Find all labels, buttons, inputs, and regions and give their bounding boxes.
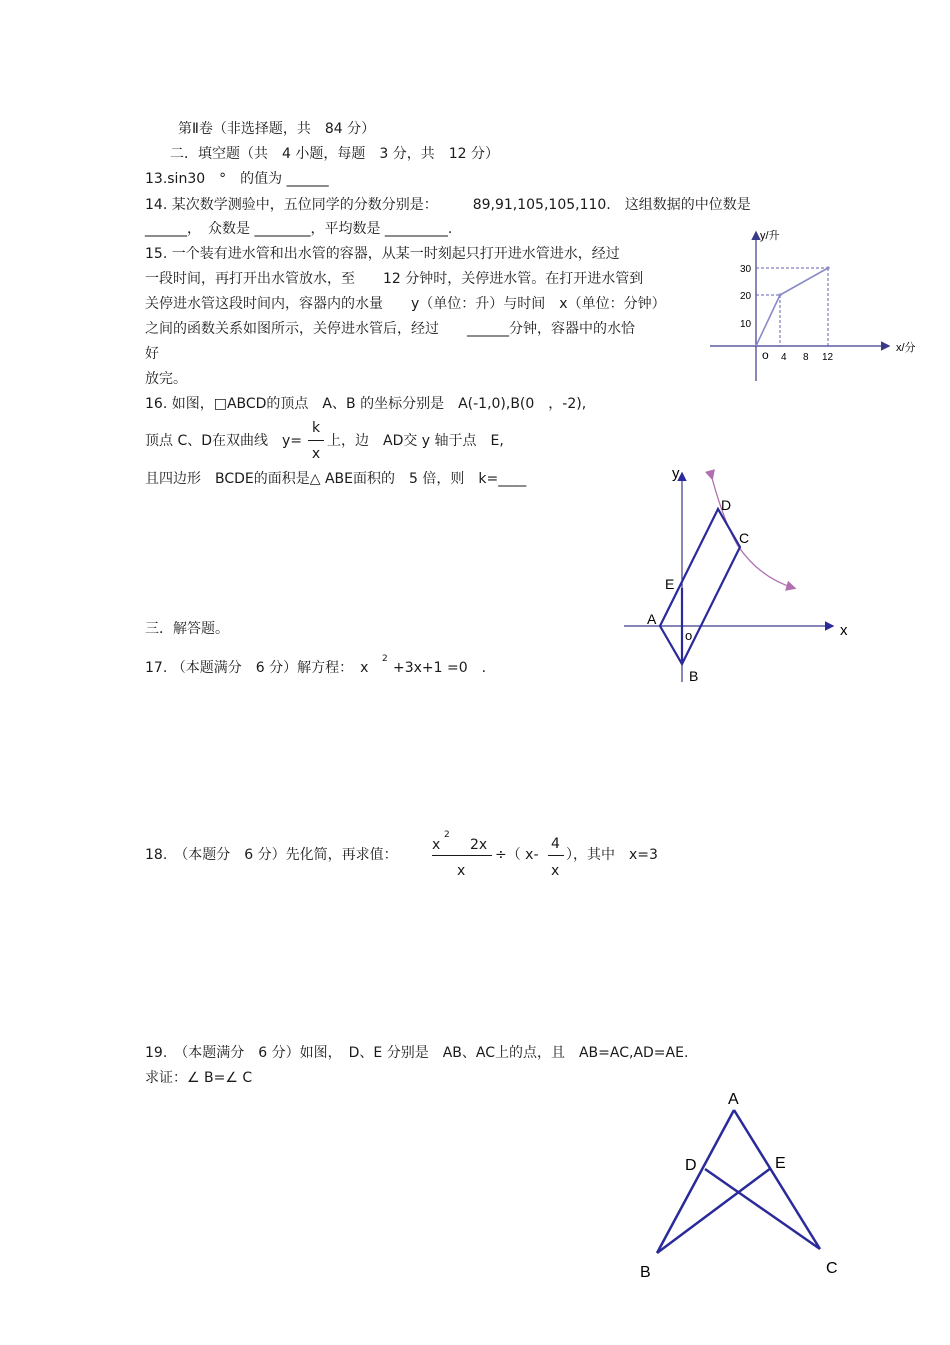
- fraction-k-denominator: x: [311, 446, 321, 462]
- fig16-label-y: y: [672, 465, 680, 482]
- graph-x-label: x/分: [896, 342, 916, 354]
- section-title: 第Ⅱ卷（非选择题，共 84 分）: [178, 121, 376, 137]
- question-15-graph: [700, 225, 916, 385]
- fraction-k-bar: [308, 440, 324, 441]
- fraction2-numerator: 4: [551, 836, 560, 852]
- fig19-label-c: C: [826, 1260, 838, 1277]
- fraction2-bar: [548, 855, 564, 856]
- fraction1-numerator-rest: 2x: [470, 837, 488, 853]
- question-16-figure: [620, 460, 860, 690]
- question-17-exponent: 2: [382, 654, 388, 664]
- fig19-label-a: A: [728, 1091, 739, 1108]
- fig16-label-d: D: [721, 497, 732, 513]
- fraction1-numerator-x: x: [432, 837, 441, 853]
- question-14-line1: 14. 某次数学测验中，五位同学的分数分别是： 89,91,105,105,110. 这组数据的中位数是: [145, 197, 751, 213]
- fig19-label-e: E: [775, 1155, 786, 1172]
- fraction1-denominator: x: [457, 863, 466, 879]
- question-18-post: ），其中 x=3: [566, 847, 658, 863]
- graph-point-4-20: [778, 293, 781, 296]
- segment-be: [657, 1168, 771, 1253]
- part2-heading: 二．填空题（共 4 小题，每题 3 分，共 12 分）: [170, 146, 499, 162]
- fig16-label-a: A: [647, 611, 657, 627]
- question-17-pre: 17. （本题满分 6 分）解方程： x: [145, 660, 369, 676]
- segment-cd: [705, 1169, 820, 1249]
- graph-ytick-30: 30: [740, 264, 752, 275]
- fig16-label-origin: o: [685, 628, 693, 643]
- question-18-pre: 18. （本题分 6 分）先化简，再求值：: [145, 847, 398, 863]
- question-16-line2-pre: 顶点 C、D在双曲线 y=: [145, 433, 303, 449]
- graph-function-line: [756, 268, 828, 346]
- fig19-label-b: B: [640, 1264, 651, 1281]
- question-15-line1: 15. 一个装有进水管和出水管的容器，从某一时刻起只打开进水管进水，经过: [145, 246, 620, 262]
- question-13: 13.sin30 ° 的值为 ______: [145, 171, 329, 187]
- fraction1-numerator-exponent: 2: [444, 830, 450, 840]
- part3-heading: 三．解答题。: [145, 621, 229, 637]
- question-15-line4: 之间的函数关系如图所示，关停进水管后，经过 ______分钟，容器中的水恰: [145, 321, 635, 337]
- segment-ac: [734, 1110, 820, 1249]
- question-15-line5: 好: [145, 346, 159, 362]
- graph-ytick-20: 20: [740, 291, 752, 302]
- question-19-line1: 19. （本题满分 6 分）如图， D、E 分别是 AB、AC上的点，且 AB=AC,AD=AE.: [145, 1045, 689, 1061]
- question-14-line2: ______， 众数是 ________，平均数是 _________.: [145, 221, 453, 237]
- fraction2-denominator: x: [551, 863, 560, 879]
- fig16-label-x: x: [840, 622, 848, 639]
- question-18-divide: ÷（ x-: [495, 847, 539, 863]
- question-15-line2: 一段时间，再打开出水管放水，至 12 分钟时，关停进水管。在打开进水管到: [145, 271, 644, 287]
- fig19-label-d: D: [685, 1157, 697, 1174]
- question-17-post: +3x+1 =0 .: [393, 660, 487, 676]
- question-15-line6: 放完。: [145, 371, 187, 387]
- question-16-line1: 16. 如图，□ABCD的顶点 A、B 的坐标分别是 A(-1,0),B(0 ，-2),: [145, 396, 587, 412]
- question-16-line2-post: 上，边 AD交 y 轴于点 E,: [327, 433, 504, 449]
- question-19-figure: [630, 1085, 850, 1285]
- fraction-k-numerator: k: [311, 420, 321, 436]
- graph-ytick-10: 10: [740, 319, 752, 330]
- question-15-line3: 关停进水管这段时间内，容器内的水量 y（单位：升）与时间 x（单位：分钟）: [145, 296, 666, 312]
- question-16-line3: 且四边形 BCDE的面积是△ ABE面积的 5 倍，则 k=____: [145, 471, 527, 487]
- fig16-label-b: B: [689, 668, 699, 684]
- graph-y-label: y/升: [760, 230, 780, 242]
- fig16-hyperbola: [712, 478, 794, 588]
- graph-xtick-8: 8: [803, 352, 809, 363]
- fig16-label-e: E: [665, 576, 675, 592]
- graph-point-12-30: [826, 266, 829, 269]
- graph-xtick-12: 12: [822, 352, 834, 363]
- graph-origin-label: o: [762, 348, 769, 362]
- question-19-line2: 求证：∠ B=∠ C: [145, 1070, 253, 1086]
- fraction1-bar: [432, 855, 492, 856]
- graph-xtick-4: 4: [781, 352, 787, 363]
- fig16-label-c: C: [739, 530, 750, 546]
